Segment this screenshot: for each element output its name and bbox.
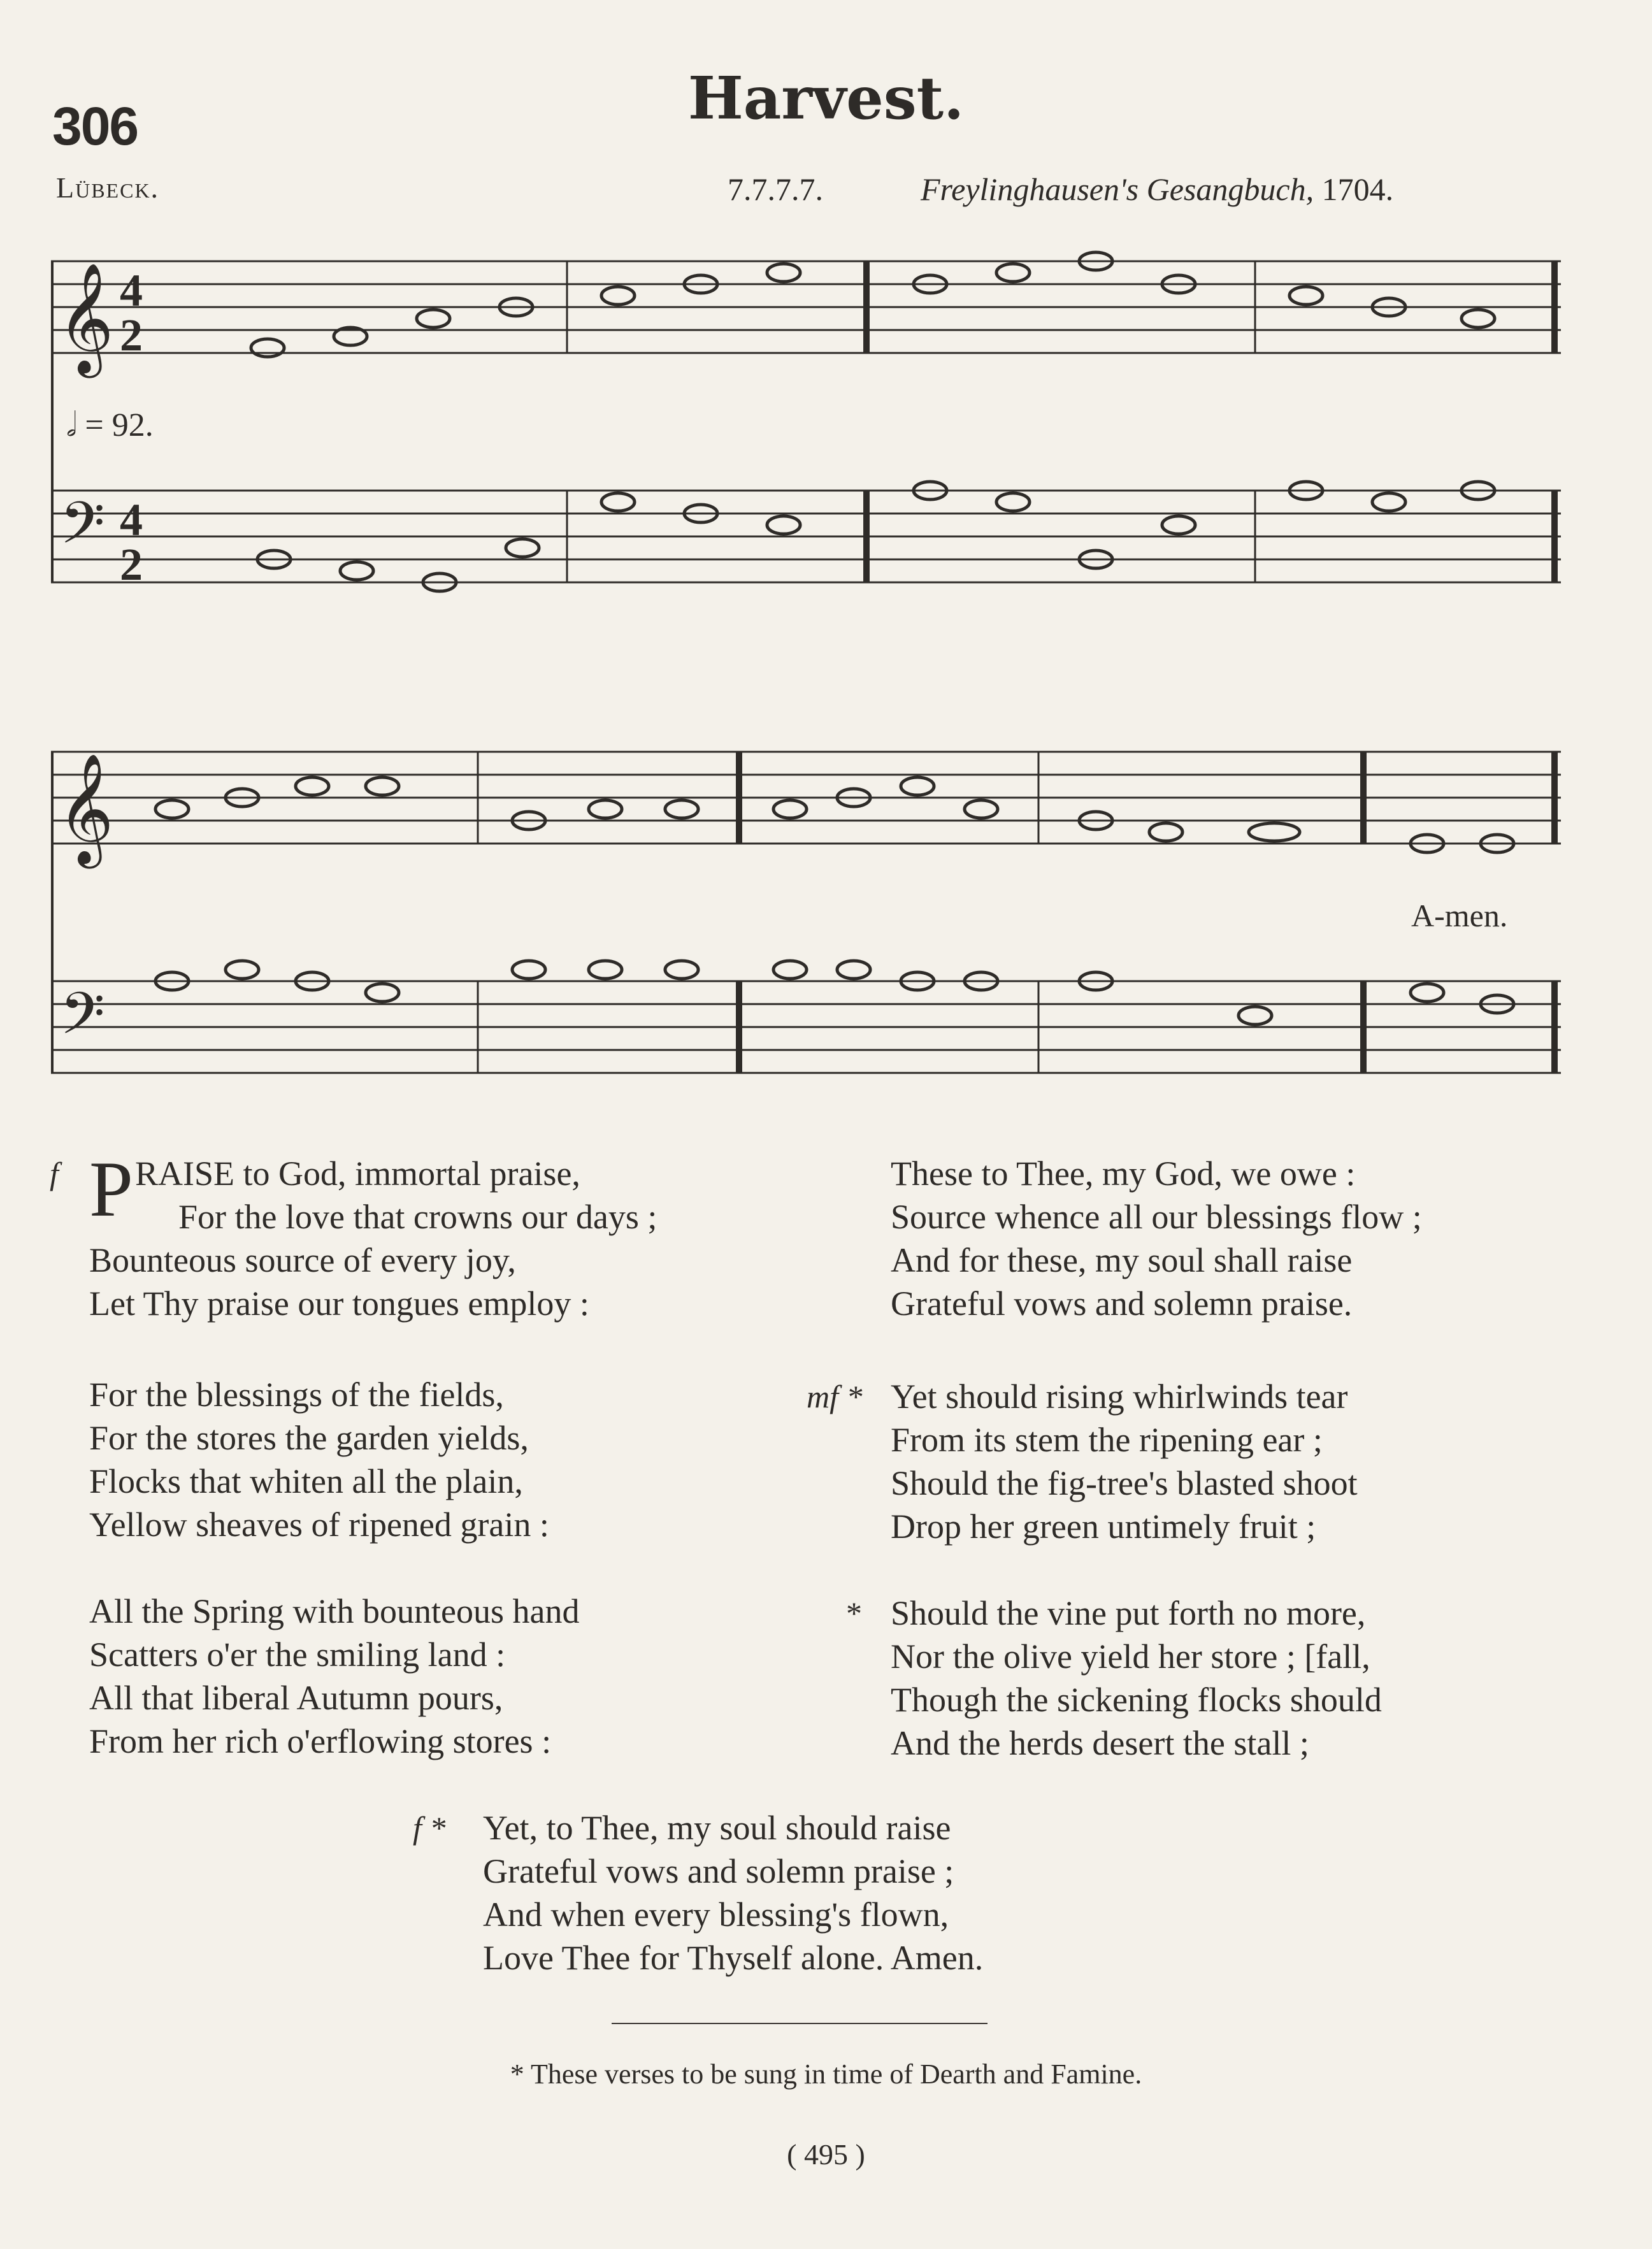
meter: 7.7.7.7. xyxy=(728,171,823,207)
footnote-divider xyxy=(612,2023,988,2024)
verse-1 xyxy=(50,1146,657,1325)
dynamic-marking: * xyxy=(846,1595,862,1631)
hymn-title: Harvest. xyxy=(687,64,965,133)
hymn-number: 306 xyxy=(52,96,138,156)
svg-text:2: 2 xyxy=(120,310,143,361)
verse-2 xyxy=(89,1373,549,1546)
source-name: Freylinghausen's Gesangbuch, xyxy=(921,171,1314,207)
verse-line: Yet should rising whirlwinds tear xyxy=(891,1377,1348,1416)
treble-clef xyxy=(57,262,114,378)
svg-text:𝄢: 𝄢 xyxy=(60,489,105,571)
verse-line: And for these, my soul shall raise xyxy=(891,1241,1353,1279)
dynamic-marking: mf * xyxy=(807,1379,863,1414)
svg-text:𝄞: 𝄞 xyxy=(57,262,114,373)
verse-7 xyxy=(413,1806,984,1980)
verse-3 xyxy=(89,1590,579,1763)
verse-line: From its stem the ripening ear ; xyxy=(891,1421,1323,1459)
source-year: 1704. xyxy=(1321,171,1394,207)
treble-staff-lines xyxy=(51,752,1561,844)
page-number: ( 495 ) xyxy=(787,2138,865,2171)
svg-text:4: 4 xyxy=(120,494,143,545)
verse-line: Source whence all our blessings flow ; xyxy=(891,1198,1422,1236)
verse-line: Should the vine put forth no more, xyxy=(891,1594,1366,1632)
verse-line: Let Thy praise our tongues employ : xyxy=(89,1284,589,1323)
notes xyxy=(251,252,1495,591)
verse-line: All the Spring with bounteous hand xyxy=(89,1592,580,1630)
verse-line: Nor the olive yield her store ; [fall, xyxy=(891,1637,1370,1676)
verse-line: Bounteous source of every joy, xyxy=(89,1241,516,1279)
dynamic-marking: f xyxy=(50,1156,59,1191)
verse-line: And the herds desert the stall ; xyxy=(891,1724,1309,1762)
footnote: * These verses to be sung in time of Dearth and Famine. xyxy=(510,2059,1142,2090)
verse-6 xyxy=(846,1592,1382,1765)
verse-line: For the stores the garden yields, xyxy=(89,1419,529,1457)
verse-line: Grateful vows and solemn praise ; xyxy=(483,1852,954,1890)
verse-line: All that liberal Autumn pours, xyxy=(89,1679,503,1717)
verse-line: Grateful vows and solemn praise. xyxy=(891,1284,1353,1323)
tempo-marking: 𝅗𝅥 = 92. xyxy=(66,407,154,443)
notes xyxy=(155,777,1514,1024)
verse-line: Drop her green untimely fruit ; xyxy=(891,1507,1316,1546)
drop-cap: P xyxy=(89,1146,133,1233)
verse-line: From her rich o'erflowing stores : xyxy=(89,1722,552,1760)
music-system-1 xyxy=(45,248,1574,656)
verse-line: For the love that crowns our days ; xyxy=(178,1198,657,1236)
verse-line: Yellow sheaves of ripened grain : xyxy=(89,1505,549,1544)
bass-clef xyxy=(60,980,105,1061)
verse-5 xyxy=(807,1375,1358,1548)
bass-staff-lines xyxy=(51,981,1561,1073)
verse-line: Though the sickening flocks should xyxy=(891,1681,1382,1719)
verse-line: Should the fig-tree's blasted shoot xyxy=(891,1464,1358,1502)
verse-line: Love Thee for Thyself alone. Amen. xyxy=(483,1939,984,1977)
svg-text:𝄢: 𝄢 xyxy=(60,980,105,1061)
barlines xyxy=(478,752,1555,1073)
verse-4 xyxy=(891,1152,1422,1325)
tune-source xyxy=(921,171,1393,208)
treble-clef xyxy=(57,753,114,869)
amen-label: A-men. xyxy=(1411,898,1508,933)
bass-clef xyxy=(60,489,105,571)
verse-line: Yet, to Thee, my soul should raise xyxy=(483,1809,951,1847)
verse-line: Flocks that whiten all the plain, xyxy=(89,1462,523,1500)
verse-line: RAISE to God, immortal praise, xyxy=(135,1154,580,1193)
tune-name: Lübeck. xyxy=(56,171,160,204)
music-system-2 xyxy=(45,726,1574,1121)
verse-line: Scatters o'er the smiling land : xyxy=(89,1635,506,1674)
svg-text:4: 4 xyxy=(120,265,143,316)
svg-text:2: 2 xyxy=(120,539,143,590)
dynamic-marking: f * xyxy=(413,1810,446,1846)
verse-line: For the blessings of the fields, xyxy=(89,1376,504,1414)
svg-text:𝄞: 𝄞 xyxy=(57,753,114,864)
verse-line: And when every blessing's flown, xyxy=(483,1895,949,1934)
verse-line: These to Thee, my God, we owe : xyxy=(891,1154,1356,1193)
